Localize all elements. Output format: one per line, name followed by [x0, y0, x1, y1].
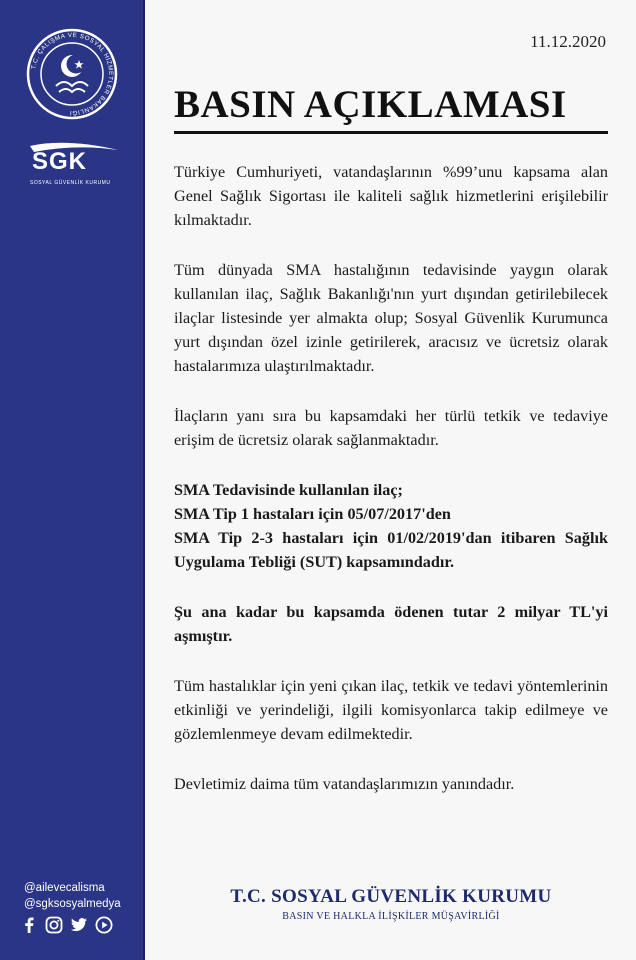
- handle-sgksosyalmedya[interactable]: @sgksosyalmedya: [24, 898, 121, 910]
- ministry-emblem-logo: [26, 28, 118, 120]
- sma-type1-line: SMA Tip 1 hastaları için 05/07/2017'den: [174, 505, 451, 523]
- paragraph-closing: Devletimiz daima tüm vatandaşlarımızın yanındadır.: [174, 775, 515, 793]
- footer-institution-title: T.C. SOSYAL GÜVENLİK KURUMU: [230, 886, 552, 907]
- youtube-icon[interactable]: [95, 916, 113, 934]
- paragraph-monitoring: Tüm hastalıklar için yeni çıkan ilaç, tetkik ve tedavi yöntemlerinin etkinliği ve yerindeliği, ilgili komisyonlarca takip edilmeye ve gözlemlenmeye devam edilmektedir.: [174, 677, 608, 743]
- sgk-logo-subtext: SOSYAL GÜVENLİK KURUMU: [30, 180, 111, 186]
- handle-ailevecalisma[interactable]: @ailevecalisma: [24, 882, 105, 894]
- facebook-icon[interactable]: [20, 916, 38, 934]
- ministry-ring-text: T.C. ÇALIŞMA VE SOSYAL HİZMETLER BAKANLIĞI: [30, 31, 115, 117]
- twitter-icon[interactable]: [70, 916, 88, 934]
- sma-heading: SMA Tedavisinde kullanılan ilaç;: [174, 481, 403, 499]
- paragraph-free-access: İlaçların yanı sıra bu kapsamdaki her türlü tetkik ve tedaviye erişim de ücretsiz olarak sağlanmaktadır.: [174, 407, 608, 449]
- paragraph-coverage: Türkiye Cumhuriyeti, vatandaşlarının %99’unu kapsama alan Genel Sağlık Sigortası ile kaliteli sağlık hizmetlerini erişilebilir kılmaktadır.: [174, 163, 608, 229]
- sgk-logo-text: SGK: [32, 148, 88, 175]
- instagram-icon[interactable]: [45, 916, 63, 934]
- title-underline: [174, 131, 608, 134]
- paragraph-amount-paid: Şu ana kadar bu kapsamda ödenen tutar 2 milyar TL'yi aşmıştır.: [174, 603, 608, 645]
- footer-department-subtitle: BASIN VE HALKLA İLİŞKİLER MÜŞAVİRLİĞİ: [282, 911, 500, 922]
- sma-type23-line: SMA Tip 2-3 hastaları için 01/02/2019'dan itibaren Sağlık Uygulama Tebliği (SUT) kapsamındadır.: [174, 529, 608, 571]
- social-icons: [20, 916, 113, 934]
- sidebar: [0, 0, 145, 960]
- page-title: BASIN AÇIKLAMASI: [174, 83, 567, 126]
- document-date: 11.12.2020: [530, 32, 606, 51]
- document-body: [174, 160, 608, 822]
- sma-treatment-block: [174, 478, 608, 574]
- paragraph-sma-medicine: Tüm dünyada SMA hastalığının tedavisinde yaygın olarak kullanılan ilaç, Sağlık Bakanlığı'nın yurt dışından getirilebilecek ilaçlar listesinde yer almakta olup; Sosyal Güvenlik Kurumunca yurt dışından özel izinle getirilerek, aracısız ve ücretsiz olarak hastalarımıza ulaştırılmaktadır.: [174, 261, 608, 375]
